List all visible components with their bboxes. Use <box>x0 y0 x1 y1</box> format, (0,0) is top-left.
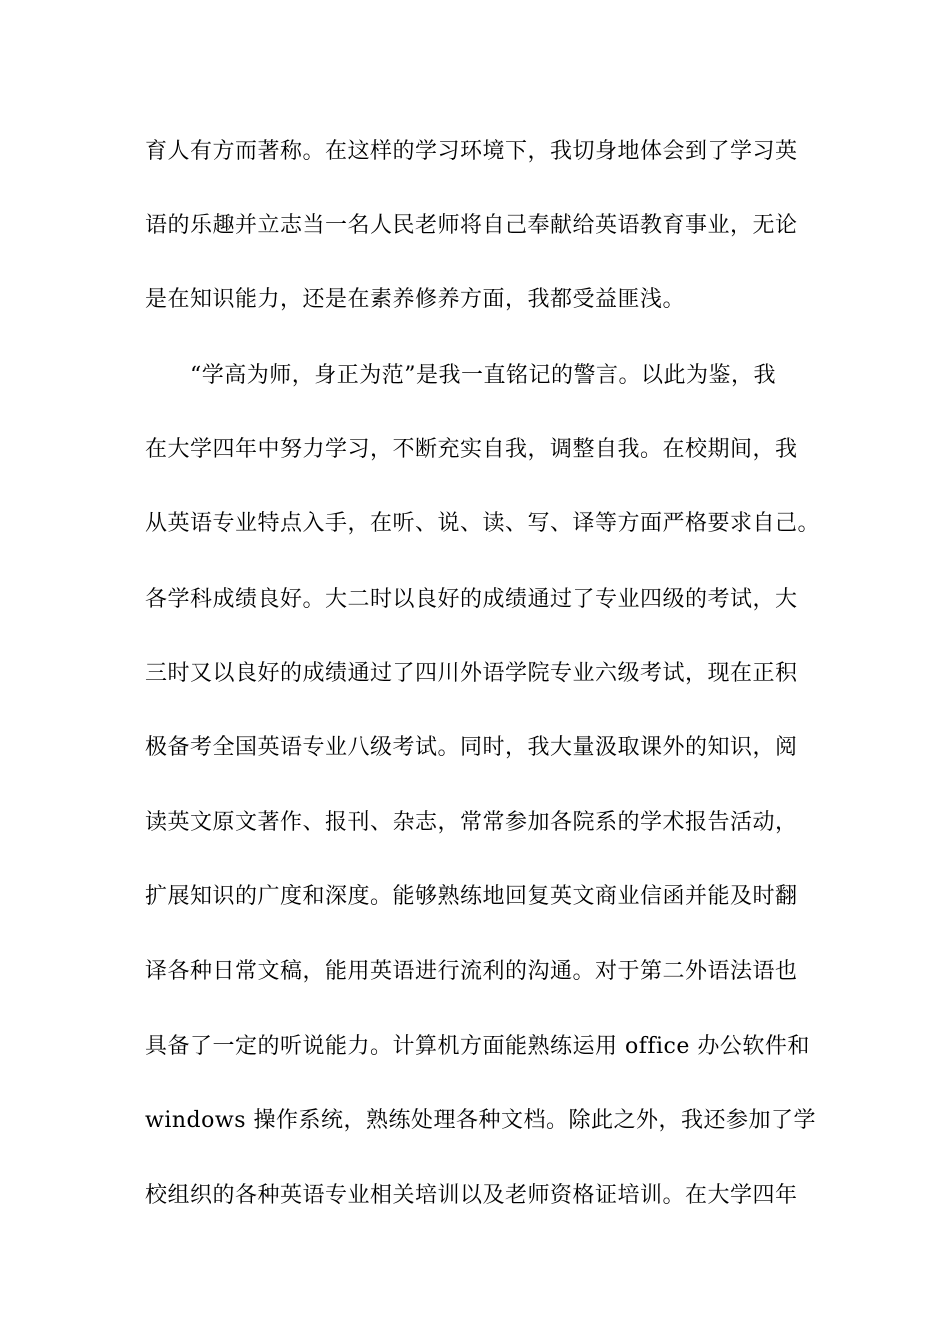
paragraph-line: 极备考全国英语专业八级考试。同时，我大量汲取课外的知识，阅 <box>145 735 798 760</box>
paragraph-line: 译各种日常文稿，能用英语进行流利的沟通。对于第二外语法语也 <box>145 959 798 984</box>
paragraph-line: 读英文原文著作、报刊、杂志，常常参加各院系的学术报告活动， <box>145 810 798 835</box>
paragraph-line: 在大学四年中努力学习，不断充实自我，调整自我。在校期间，我 <box>145 437 798 462</box>
paragraph-line: windows 操作系统，熟练处理各种文档。除此之外，我还参加了学 <box>145 1108 816 1133</box>
paragraph-line: “学高为师，身正为范”是我一直铭记的警言。以此为鉴，我 <box>190 363 776 388</box>
paragraph-line: 语的乐趣并立志当一名人民老师将自己奉献给英语教育事业，无论 <box>145 213 798 238</box>
paragraph-line: 从英语专业特点入手，在听、说、读、写、译等方面严格要求自己。 <box>145 511 821 536</box>
paragraph-line: 三时又以良好的成绩通过了四川外语学院专业六级考试，现在正积 <box>145 661 798 686</box>
paragraph-line: 扩展知识的广度和深度。能够熟练地回复英文商业信函并能及时翻 <box>145 884 798 909</box>
paragraph-line: 是在知识能力，还是在素养修养方面，我都受益匪浅。 <box>145 287 686 312</box>
paragraph-line: 各学科成绩良好。大二时以良好的成绩通过了专业四级的考试，大 <box>145 587 798 612</box>
paragraph-line: 校组织的各种英语专业相关培训以及老师资格证培训。在大学四年 <box>145 1183 798 1208</box>
paragraph-line: 具备了一定的听说能力。计算机方面能熟练运用 office 办公软件和 <box>145 1034 810 1059</box>
paragraph-line: 育人有方而著称。在这样的学习环境下，我切身地体会到了学习英 <box>145 139 798 164</box>
